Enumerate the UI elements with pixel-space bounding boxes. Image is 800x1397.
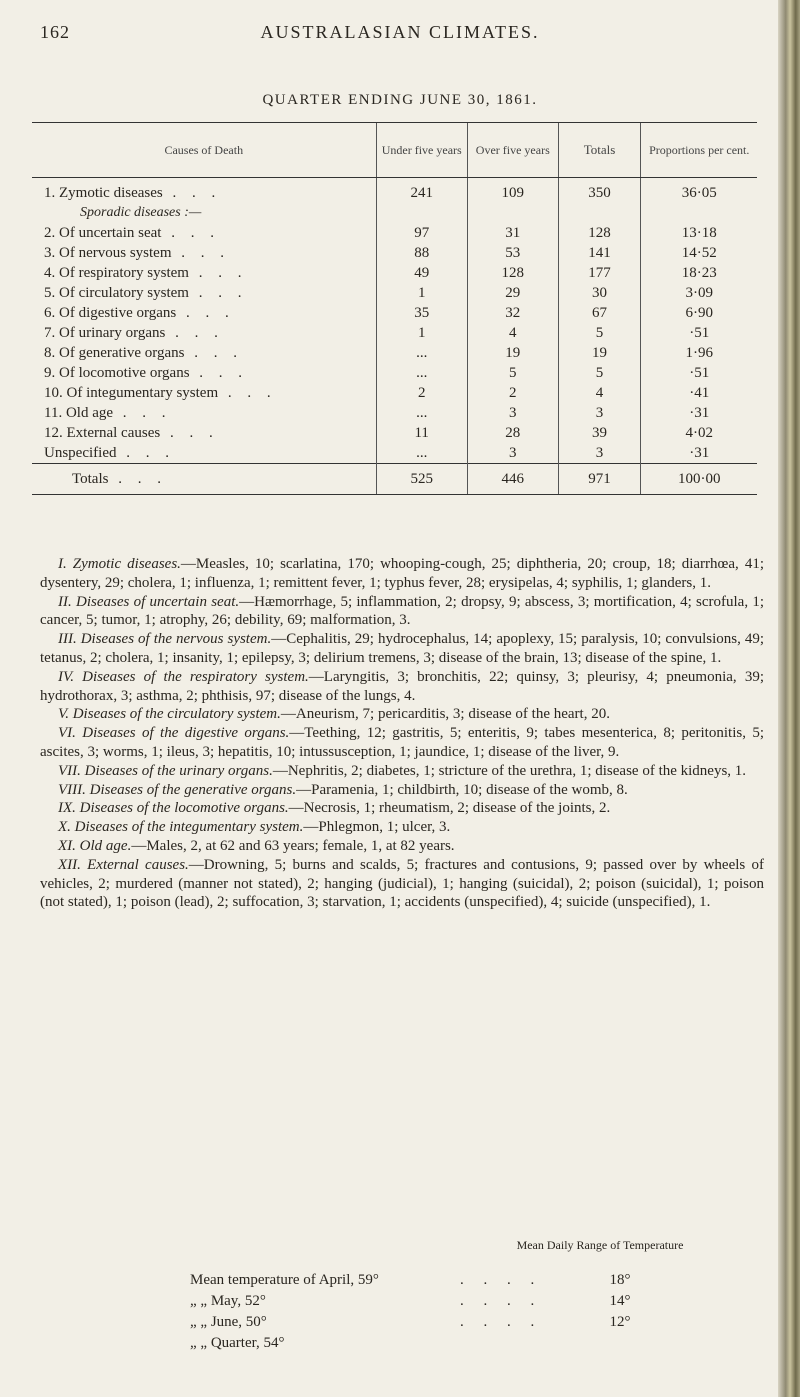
- note-paragraph: [40, 630, 764, 668]
- note-body: —Drowning, 5; burns and scalds, 5; fractures and contusions, 9; passed over by wheels of vehicles, 2; murdered (manner not stated), 2; hanging (judicial), 1; hanging (suicidal), 2; poison (suicidal), 1; poison (not stated), 1; poison (lead), 2; suffocation, 3; starvation, 1; accidents (unspecified), 4; suicide (unspecified), 1.: [40, 856, 764, 911]
- table-row: 1. Zymotic diseases . . . 241 109 350 36·05: [32, 178, 757, 204]
- note-body: —Phlegmon, 1; ulcer, 3.: [303, 819, 451, 836]
- temp-row: Mean temperature of April, 59° . . . . 18°: [40, 1272, 760, 1292]
- proportion-cell: ·51: [641, 363, 757, 383]
- totals-over: 446: [467, 464, 558, 495]
- table-row: 5. Of circulatory system . . . 1 29 30 3·09: [32, 283, 757, 303]
- over-five-cell: 19: [467, 343, 558, 363]
- total-cell: 30: [558, 283, 641, 303]
- under-five-cell: 35: [376, 303, 467, 323]
- over-five-cell: 3: [467, 443, 558, 464]
- proportion-cell: 36·05: [641, 178, 757, 204]
- col-totals: Totals: [558, 123, 641, 178]
- table-row: 8. Of generative organs . . . ... 19 19 1·96: [32, 343, 757, 363]
- totals-row: Totals . . . 525 446 971 100·00: [32, 464, 757, 495]
- note-paragraph: [40, 724, 764, 762]
- table-row: 7. Of urinary organs . . . 1 4 5 ·51: [32, 323, 757, 343]
- cause-label: 2. Of uncertain seat: [44, 225, 162, 241]
- note-paragraph: [40, 762, 764, 781]
- table-row: 10. Of integumentary system . . . 2 2 4 ·41: [32, 383, 757, 403]
- table-row: 2. Of uncertain seat . . . 97 31 128 13·18: [32, 223, 757, 243]
- temp-row: [40, 1335, 760, 1355]
- note-paragraph: [40, 668, 764, 706]
- over-five-cell: 29: [467, 283, 558, 303]
- cause-label: 7. Of urinary organs: [44, 325, 166, 341]
- over-five-cell: 128: [467, 263, 558, 283]
- under-five-cell: 1: [376, 323, 467, 343]
- cause-label: Unspecified: [44, 445, 117, 461]
- total-cell: 5: [558, 323, 641, 343]
- under-five-cell: ...: [376, 363, 467, 383]
- note-paragraph: [40, 555, 764, 593]
- note-heading: III. Diseases of the nervous system.: [58, 631, 272, 648]
- temp-label: „ „ June, 50°: [190, 1314, 267, 1330]
- temp-row: „ „ June, 50° . . . . 12°: [40, 1314, 760, 1334]
- note-body: —Measles, 10; scarlatina, 170; whooping-cough, 25; diphtheria, 20; croup, 18; diarrhœa, 41; dysentery, 29; cholera, 1; influenza, 1; remittent fever, 1; typhus fever, 28; erysipelas, 4; syphilis, 1; glanders, 1.: [40, 556, 764, 591]
- col-causes: Causes of Death: [32, 123, 376, 178]
- cause-label: 11. Old age: [44, 405, 114, 421]
- total-cell: 177: [558, 263, 641, 283]
- proportion-cell: ·51: [641, 323, 757, 343]
- note-heading: VIII. Diseases of the generative organs.: [58, 781, 297, 798]
- table-title: QUARTER ENDING JUNE 30, 1861.: [262, 92, 538, 108]
- table-header-row: [32, 123, 757, 178]
- note-paragraph: [40, 593, 764, 631]
- total-cell: 128: [558, 223, 641, 243]
- note-body: —Teething, 12; gastritis, 5; enteritis, 9; tabes mesenterica, 8; peritonitis, 5; ascites, 3; worms, 1; ileus, 3; hepatitis, 10; intussusception, 1; jaundice, 1; disease of the liver, 9.: [40, 725, 764, 760]
- table-row: 11. Old age . . . ... 3 3 ·31: [32, 403, 757, 423]
- table-row: 6. Of digestive organs . . . 35 32 67 6·90: [32, 303, 757, 323]
- proportion-cell: ·31: [641, 403, 757, 423]
- temp-label: Mean temperature of April, 59°: [190, 1272, 379, 1288]
- cause-label: 10. Of integumentary system: [44, 385, 219, 401]
- cause-label: 12. External causes: [44, 425, 161, 441]
- proportion-cell: 3·09: [641, 283, 757, 303]
- proportion-cell: [641, 203, 757, 223]
- note-heading: IV. Diseases of the respiratory system.: [58, 668, 309, 685]
- totals-under: 525: [376, 464, 467, 495]
- note-body: —Hæmorrhage, 5; inflammation, 2; dropsy, 9; abscess, 3; mortification, 4; scrofula, 1; cancer, 5; tumor, 1; atrophy, 26; debility, 69; malformation, 3.: [40, 593, 764, 629]
- cause-label: 3. Of nervous system: [44, 245, 172, 261]
- note-body: —Males, 2, at 62 and 63 years; female, 1, at 82 years.: [131, 837, 455, 854]
- note-paragraph: [40, 799, 764, 818]
- total-cell: 3: [558, 443, 641, 464]
- cause-label: 4. Of respiratory system: [44, 265, 189, 281]
- total-cell: 5: [558, 363, 641, 383]
- temperature-section: [40, 1238, 760, 1358]
- table-row: Unspecified . . . ... 3 3 ·31: [32, 443, 757, 464]
- col-over-five: Over five years: [467, 123, 558, 178]
- proportion-cell: 1·96: [641, 343, 757, 363]
- over-five-cell: [467, 203, 558, 223]
- note-paragraph: [40, 837, 764, 856]
- table-row: 4. Of respiratory system . . . 49 128 177 18·23: [32, 263, 757, 283]
- range-heading: Mean Daily Range of Temperature: [516, 1238, 684, 1252]
- proportion-cell: ·31: [641, 443, 757, 464]
- under-five-cell: 49: [376, 263, 467, 283]
- over-five-cell: 4: [467, 323, 558, 343]
- temp-range: 14°: [609, 1293, 631, 1309]
- note-heading: XI. Old age.: [58, 837, 132, 854]
- cause-label: 1. Zymotic diseases: [44, 185, 163, 201]
- total-cell: 350: [558, 178, 641, 204]
- note-heading: I. Zymotic diseases.: [58, 556, 181, 572]
- temp-row: „ „ May, 52° . . . . 14°: [40, 1293, 760, 1313]
- page-number: 162: [40, 22, 70, 42]
- over-five-cell: 53: [467, 243, 558, 263]
- note-paragraph: [40, 856, 764, 912]
- proportion-cell: 4·02: [641, 423, 757, 443]
- note-body: —Paramenia, 1; childbirth, 10; disease of the womb, 8.: [296, 781, 628, 798]
- over-five-cell: 28: [467, 423, 558, 443]
- col-proportions: Proportions per cent.: [641, 123, 757, 178]
- total-cell: 4: [558, 383, 641, 403]
- note-heading: VII. Diseases of the urinary organs.: [58, 762, 273, 779]
- cause-label: 5. Of circulatory system: [44, 285, 189, 301]
- note-paragraph: [40, 705, 764, 724]
- over-five-cell: 5: [467, 363, 558, 383]
- table-row: 3. Of nervous system . . . 88 53 141 14·52: [32, 243, 757, 263]
- under-five-cell: ...: [376, 403, 467, 423]
- note-paragraph: [40, 818, 764, 837]
- col-under-five: Under five years: [376, 123, 467, 178]
- cause-label: Sporadic diseases :—: [80, 205, 202, 220]
- total-cell: 3: [558, 403, 641, 423]
- note-body: —Laryngitis, 3; bronchitis, 22; quinsy, 3; pleurisy, 4; pneumonia, 39; hydrothorax, 3; asthma, 2; phthisis, 97; disease of the lungs, 4.: [40, 668, 764, 704]
- cause-label: 8. Of generative organs: [44, 345, 185, 361]
- under-five-cell: ...: [376, 443, 467, 464]
- cause-label: 6. Of digestive organs: [44, 305, 177, 321]
- note-body: —Cephalitis, 29; hydrocephalus, 14; apoplexy, 15; paralysis, 10; convulsions, 49; tetanus, 2; cholera, 1; insanity, 1; epilepsy, 3; delirium tremens, 3; disease of the brain, 13; disease of the spine, 1.: [40, 631, 764, 666]
- proportion-cell: 6·90: [641, 303, 757, 323]
- table-row: 12. External causes . . . 11 28 39 4·02: [32, 423, 757, 443]
- cause-notes: [40, 555, 764, 912]
- under-five-cell: 88: [376, 243, 467, 263]
- under-five-cell: 241: [376, 178, 467, 204]
- page-edge: [778, 0, 800, 1397]
- over-five-cell: 32: [467, 303, 558, 323]
- total-cell: 19: [558, 343, 641, 363]
- temp-range: 18°: [609, 1272, 631, 1288]
- table-row: [32, 203, 757, 223]
- proportion-cell: ·41: [641, 383, 757, 403]
- table-row: 9. Of locomotive organs . . . ... 5 5 ·51: [32, 363, 757, 383]
- note-heading: XII. External causes.: [58, 856, 189, 873]
- under-five-cell: [376, 203, 467, 223]
- total-cell: 67: [558, 303, 641, 323]
- note-paragraph: [40, 781, 764, 800]
- temp-label: „ „ May, 52°: [190, 1293, 266, 1309]
- totals-label: Totals: [72, 471, 109, 487]
- under-five-cell: 2: [376, 383, 467, 403]
- total-cell: [558, 203, 641, 223]
- note-heading: II. Diseases of uncertain seat.: [58, 593, 240, 610]
- note-body: —Aneurism, 7; pericarditis, 3; disease of the heart, 20.: [280, 706, 610, 723]
- over-five-cell: 109: [467, 178, 558, 204]
- proportion-cell: 13·18: [641, 223, 757, 243]
- total-cell: 39: [558, 423, 641, 443]
- running-title: AUSTRALASIAN CLIMATES.: [260, 22, 540, 42]
- total-cell: 141: [558, 243, 641, 263]
- mortality-table: [32, 122, 757, 495]
- cause-label: 9. Of locomotive organs: [44, 365, 190, 381]
- temp-range: 12°: [609, 1314, 631, 1330]
- note-heading: VI. Diseases of the digestive organs.: [58, 725, 290, 742]
- proportion-cell: 18·23: [641, 263, 757, 283]
- over-five-cell: 31: [467, 223, 558, 243]
- under-five-cell: ...: [376, 343, 467, 363]
- proportion-cell: 14·52: [641, 243, 757, 263]
- totals-total: 971: [558, 464, 641, 495]
- over-five-cell: 3: [467, 403, 558, 423]
- note-body: —Nephritis, 2; diabetes, 1; stricture of the urethra, 1; disease of the kidneys, 1.: [272, 762, 747, 779]
- over-five-cell: 2: [467, 383, 558, 403]
- temp-label: „ „ Quarter, 54°: [190, 1335, 285, 1351]
- under-five-cell: 97: [376, 223, 467, 243]
- note-heading: IX. Diseases of the locomotive organs.: [58, 800, 289, 817]
- totals-pct: 100·00: [641, 464, 757, 495]
- under-five-cell: 1: [376, 283, 467, 303]
- note-heading: V. Diseases of the circulatory system.: [58, 706, 281, 723]
- page-header: [40, 22, 760, 46]
- under-five-cell: 11: [376, 423, 467, 443]
- note-heading: X. Diseases of the integumentary system.: [58, 819, 304, 836]
- note-body: —Necrosis, 1; rheumatism, 2; disease of the joints, 2.: [288, 800, 611, 817]
